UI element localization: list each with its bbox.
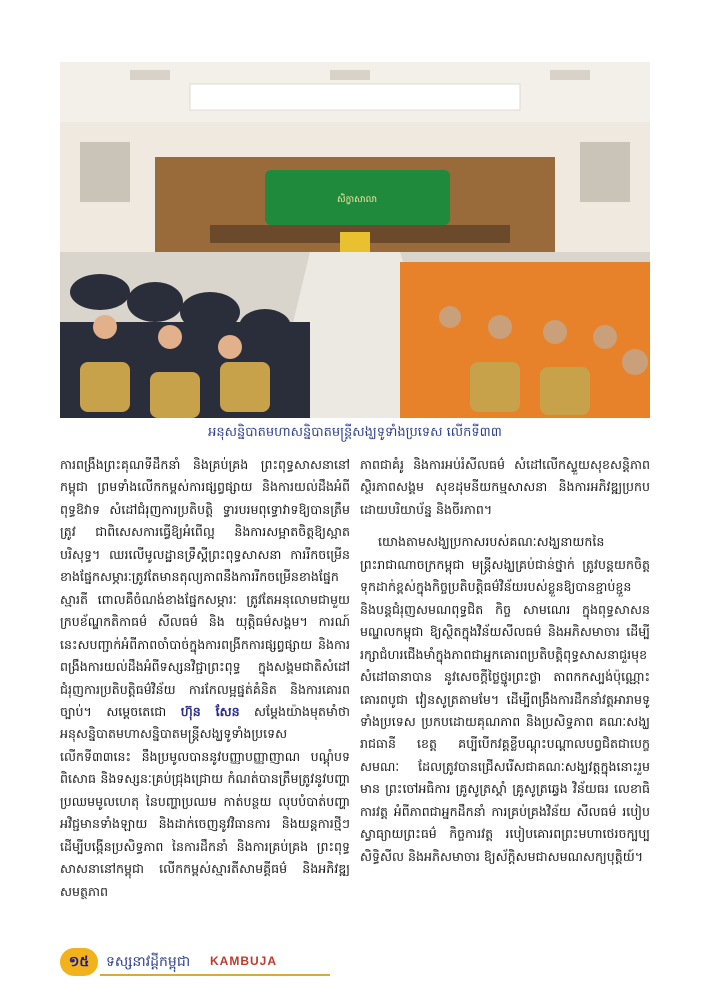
magazine-title: ទស្សនាវដ្ដីកម្ពុជា: [106, 954, 191, 970]
right-paragraph-1: ភាពជាគំរូ និងការអប់រំសីលធម៌ សំដៅលើកស្ទួយសុខសន្តិភាព ស្ថិរភាពសង្គម សុខដុមនីយកម្មសាសនា និងការអភិវឌ្ឍប្រកបដោយបរិយាប័ន្ន និងចីរភាព។: [360, 457, 650, 517]
left-column: [60, 454, 350, 903]
event-photo-illustration: [60, 62, 650, 418]
magazine-brand: KAMBUJA: [210, 954, 277, 968]
page-footer: [60, 948, 360, 978]
banner-text: សិក្ខាសាលា: [337, 195, 377, 205]
photo-caption: អនុសន្និបាតមហាសន្និបាតមន្ត្រីសង្ឃទូទាំងប្រទេស លើកទី៣៣: [208, 425, 502, 440]
left-paragraph-1: ការពង្រឹងព្រះគុណទីដឹកនាំ និងគ្រប់គ្រង ព្រះពុទ្ធសាសនានៅកម្ពុជា ព្រមទាំងលើកកម្ពស់ការផ្សព្វផ្សាយ និងការយល់ដឹងអំពីពុទ្ធឱវាទ សំដៅជំរុញការប្រតិបត្តិ ទ្វារបរមពុទ្ធោវាទឱ្យបានត្រឹមត្រូវ ជាពិសេសការធ្វើឱ្យអំពើល្អ និងការសម្អាតចិត្តឱ្យស្អាតបរិសុទ្ធ។ ឈរលើមូលដ្ឋានទ្រឹស្តីព្រះពុទ្ធសាសនា ការរីកចម្រើនខាងផ្នែកសម្ភារៈត្រូវតែមានតុល្យភាពនឹងការរីកចម្រើនខាងផ្នែកស្មារតី ពោលគឺចំណង់ខាងផ្នែកសម្ភារៈ ត្រូវតែអនុលោមជាមួយក្របខ័ណ្ឌកតិកាធម៌ សីលធម៌ និង យុត្តិធម៌សង្គម។ ការណ៍នេះសបញ្ជាក់អំពីភាពចាំបាច់ក្នុងការពង្រីកការផ្សព្វផ្សាយ និងការពង្រឹងការយល់ដឹងអំពីទស្សនវិជ្ជាព្រះពុទ្ធ ក្នុងសង្គមជាតិសំដៅជំរុញការប្រតិបត្តិធម៌វិន័យ ការកែលម្អផ្នត់គំនិត និងការគោរពច្បាប់។ សម្ដេចតេជោ ហ៊ុន សែន សម្ដែងយ៉ាងមុតមាំថា អនុសន្និបាតមហាសន្និបាតមន្ត្រីសង្ឃទូទាំងប្រទេសលើកទី៣៣នេះ នឹងប្រមូលបាននូវបញ្ញាបញ្ញាញាណ បណ្ដុំបទពិសោធ និងទស្សនៈគ្រប់ជ្រុងជ្រោយ កំណត់បានត្រឹមត្រូវនូវបញ្ហាប្រឈមមូលហេតុ នៃបញ្ហាប្រឈម កាត់បន្ថយ លុបបំបាត់បញ្ហាអវិជ្ជមានទាំងឡាយ និងដាក់ចេញនូវវិធានការ និងយន្តការថ្មីៗ ដើម្បីបង្កើនប្រសិទ្ធភាព នៃការដឹកនាំ និងការគ្រប់គ្រង ព្រះពុទ្ធសាសនានៅកម្ពុជា លើកកម្ពស់ស្មារតីសាមគ្គីធម៌ និងអភិវឌ្ឍសមត្ថភាព: [60, 457, 350, 899]
page-number-badge: ១៥: [60, 948, 98, 976]
right-paragraph-2: យោងតាមសង្ឃប្រកាសរបស់គណៈសង្ឃនាយកនៃព្រះរាជាណាចក្រកម្ពុជា មន្ត្រីសង្ឃគ្រប់ជាន់ថ្នាក់ ត្រូវបន្ដយកចិត្តទុកដាក់ខ្ពស់ក្នុងកិច្ចប្រតិបត្តិធម៌វិន័យរបស់ខ្លួនឱ្យបានខ្ជាប់ខ្ជួន និងបន្ដជំរុញសមណពុទ្ធជិត កិច្ច សាមណេរ ក្នុងពុទ្ធសាសនមណ្ឌលកម្ពុជា ឱ្យស្ថិតក្នុងវិន័យសីលធម៌ និងអភិសមាចារ ដើម្បីរក្សាជំហរជើងមាំក្នុងភាពជាអ្នកគោរពប្រតិបត្តិពុទ្ធសាសនាជួរមុខ សំដៅធានាបាន នូវសេចក្ដីថ្លៃថ្នូរព្រះថ្លា តាពកកស្បង់ប៉ុណ្ណោះ គោរពបូជា វៀនសូត្រតាមមែ។ ដើម្បីពង្រឹងការដឹកនាំវត្តអារាមទូទាំងប្រទេស ប្រកបដោយគុណភាព និងប្រសិទ្ធភាព គណៈសង្ឃរាជធានី ខេត្ត គប្បីបើកវគ្គខ្លីបណ្ដុះបណ្ដាលបព្វជិតជាបេក្ខសមណៈ ដែលត្រូវបានជ្រើសរើសជាគណៈសង្ឃវត្តក្នុងនោះរួមមាន ព្រះចៅអធិការ គ្រូសូត្រស្តាំ គ្រូសូត្រឆ្វេង វិន័យធរ លេខាធិការវត្ត អំពីភាពជាអ្នកដឹកនាំ ការគ្រប់គ្រងវិន័យ សីលធម៌ របៀបស្វាធ្យាយព្រះធម៌ កិច្ចការវត្ត របៀបគោរពព្រះមហាថេរចក្បប្បសិទ្ធិសីល និងអភិសមាចារ ឱ្យស័ក្ដិសមជាសមណសក្យបុត្តិយ៍។: [360, 534, 650, 864]
leader-name: ហ៊ុន សែន: [180, 703, 240, 719]
event-photo: [60, 62, 650, 418]
footer-rule: [100, 974, 330, 976]
right-column: [360, 454, 650, 868]
